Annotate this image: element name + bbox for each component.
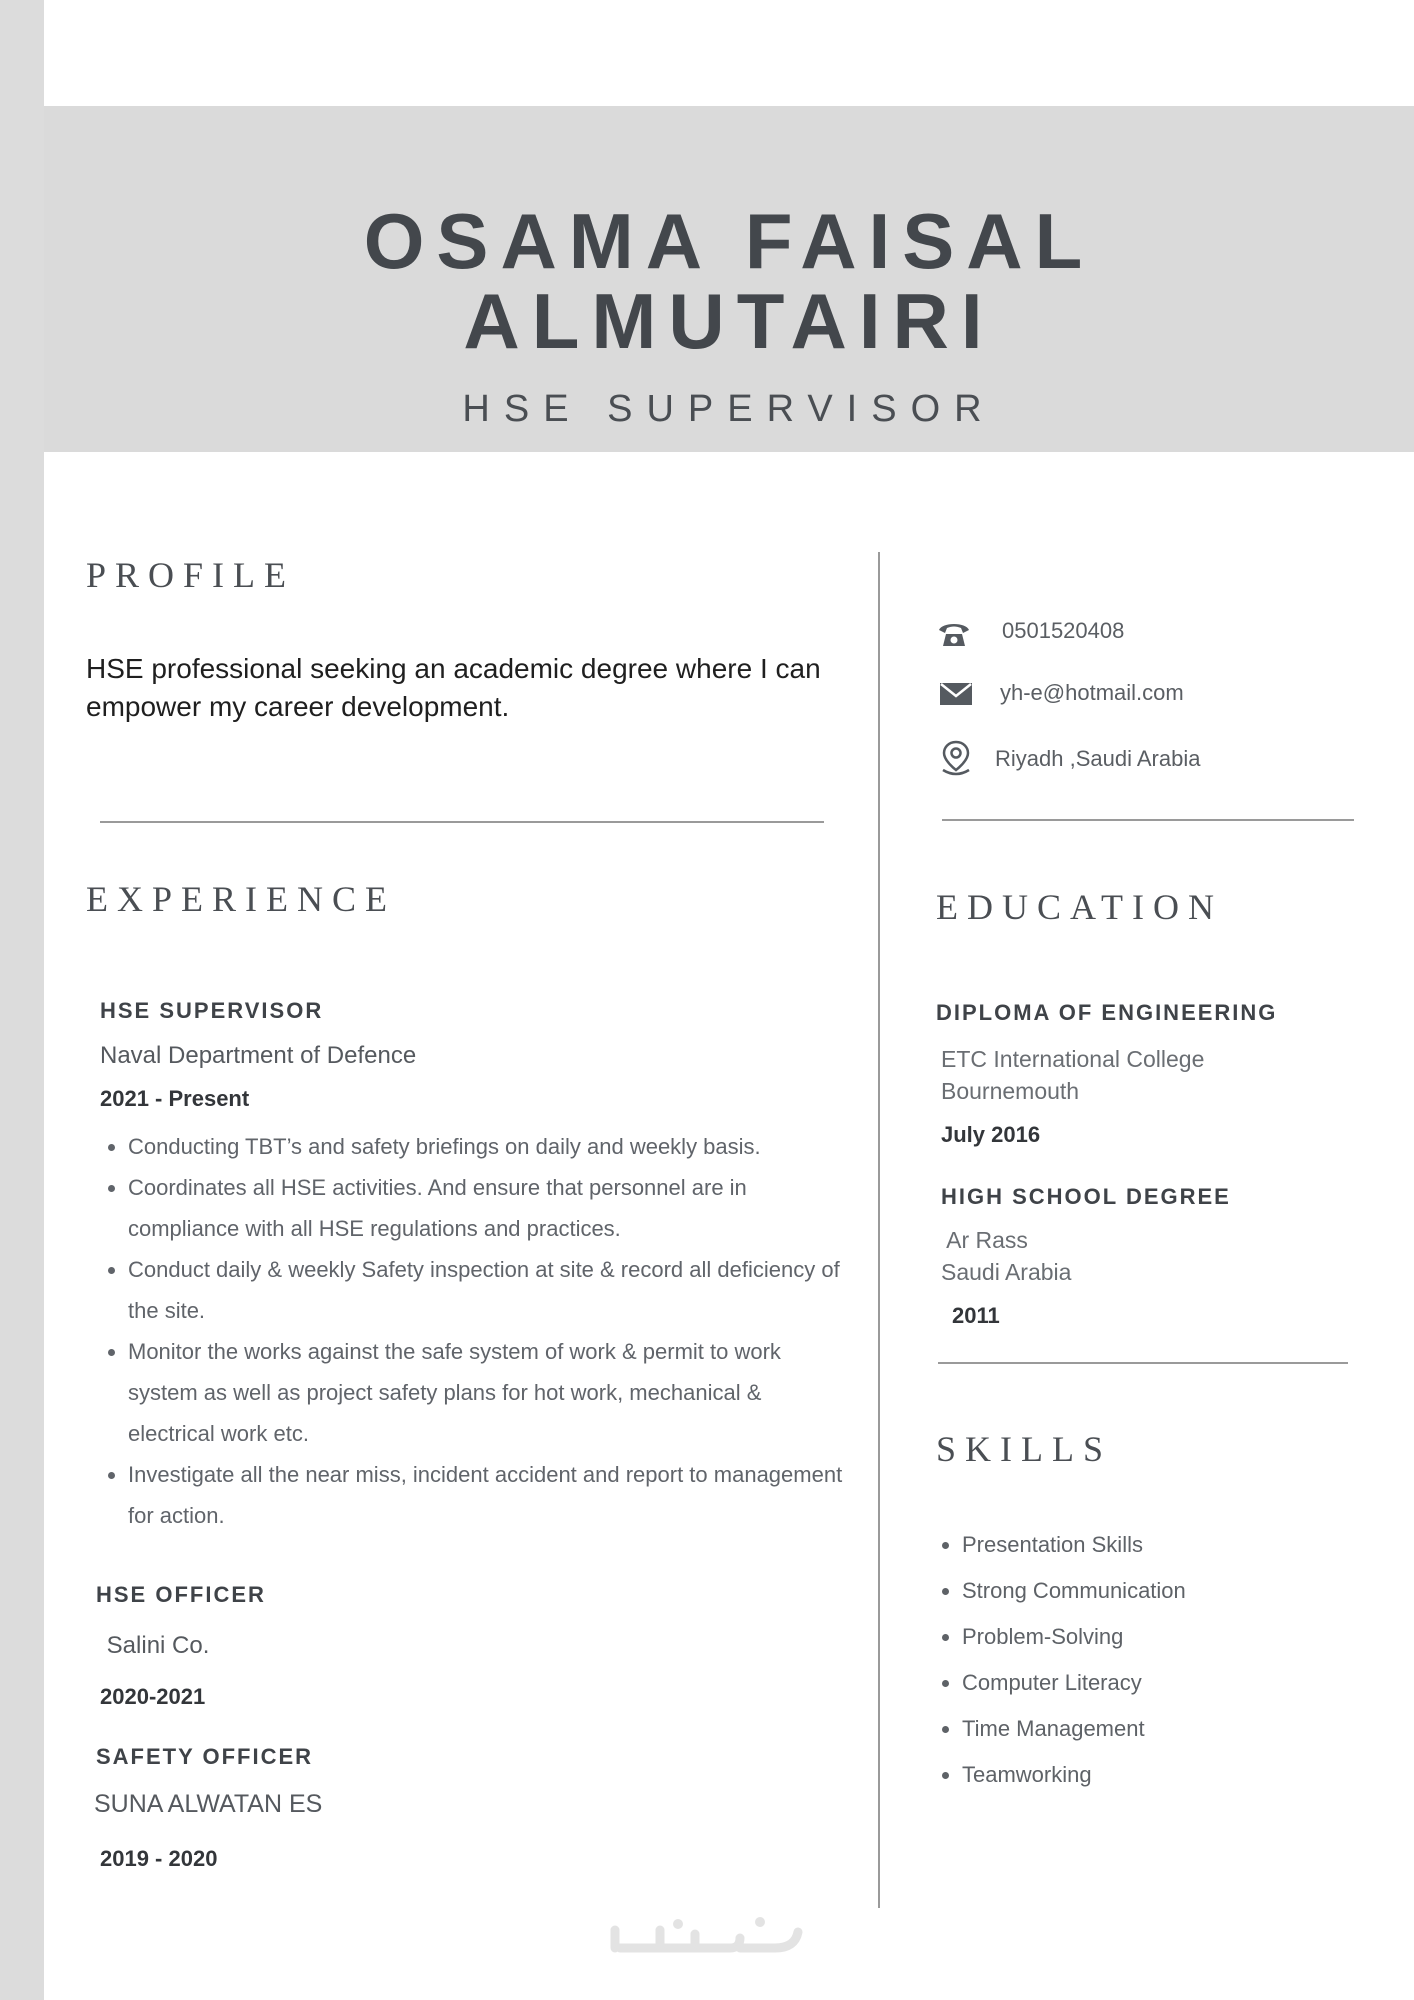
job-3-company: SUNA ALWATAN ES: [94, 1790, 323, 1818]
email-row: [938, 676, 974, 717]
education-divider: [938, 1362, 1348, 1364]
education-1-line1: ETC International College: [941, 1046, 1205, 1072]
job-3-title: SAFETY OFFICER: [96, 1744, 314, 1769]
skill-item: • Presentation Skills: [962, 1522, 1382, 1568]
duty-item: • Monitor the works against the safe system of work & permit to work system as well as project safety plans for hot work, mechanical & electrical work etc.: [128, 1331, 848, 1454]
duty-item: • Conduct daily & weekly Safety inspection at site & record all deficiency of the site.: [128, 1249, 848, 1331]
khamsat-watermark-logo: [600, 1908, 820, 1968]
job-1-duties: [96, 1126, 848, 1536]
resume-job-title: HSE SUPERVISOR: [462, 388, 996, 430]
job-2-title: HSE OFFICER: [96, 1582, 266, 1607]
contact-divider: [942, 819, 1354, 821]
job-2-years: 2020-2021: [100, 1684, 206, 1709]
name-line-2: ALMUTAIRI: [463, 277, 995, 365]
job-1-title: HSE SUPERVISOR: [100, 998, 324, 1023]
duty-item: • Investigate all the near miss, incident accident and report to management for action.: [128, 1454, 848, 1536]
skill-item: • Time Management: [962, 1706, 1382, 1752]
experience-heading: EXPERIENCE: [86, 879, 396, 919]
education-1-year: July 2016: [941, 1122, 1041, 1147]
location-text: Riyadh ,Saudi Arabia: [995, 746, 1201, 771]
skills-list: [934, 1522, 1382, 1798]
left-side-bar: [0, 0, 44, 2000]
skill-item: • Problem-Solving: [962, 1614, 1382, 1660]
phone-number: 0501520408: [1002, 618, 1125, 643]
skills-heading: SKILLS: [936, 1429, 1113, 1469]
education-2-line2: Saudi Arabia: [941, 1259, 1072, 1285]
email-address: yh-e@hotmail.com: [1000, 680, 1184, 705]
education-2-year: 2011: [952, 1303, 1000, 1328]
education-2-title: HIGH SCHOOL DEGREE: [941, 1184, 1231, 1209]
education-1-line2: Bournemouth: [941, 1078, 1080, 1104]
profile-heading: PROFILE: [86, 555, 296, 595]
skill-item: • Computer Literacy: [962, 1660, 1382, 1706]
phone-row: [936, 616, 972, 657]
job-1-years: 2021 - Present: [100, 1086, 250, 1111]
profile-text: HSE professional seeking an academic degree where I can empower my career development.: [86, 653, 821, 722]
education-1-title: DIPLOMA OF ENGINEERING: [936, 1000, 1278, 1025]
education-2-line1: Ar Rass: [941, 1227, 1028, 1253]
skill-item: • Teamworking: [962, 1752, 1382, 1798]
location-pin-icon: [938, 740, 974, 776]
job-1-company: Naval Department of Defence: [100, 1042, 417, 1069]
duty-item: • Coordinates all HSE activities. And ensure that personnel are in compliance with all HSE regulations and practices.: [128, 1167, 848, 1249]
job-3-years: 2019 - 2020: [100, 1846, 218, 1871]
name-line-1: OSAMA FAISAL: [363, 197, 1095, 285]
location-row: [938, 740, 974, 781]
job-2-company: Salini Co.: [100, 1632, 210, 1659]
skill-item: • Strong Communication: [962, 1568, 1382, 1614]
column-divider: [878, 552, 880, 1908]
profile-divider: [100, 821, 824, 823]
duty-item: • Conducting TBT’s and safety briefings on daily and weekly basis.: [128, 1126, 848, 1167]
envelope-icon: [938, 676, 974, 712]
phone-icon: [936, 616, 972, 652]
education-heading: EDUCATION: [936, 887, 1223, 927]
